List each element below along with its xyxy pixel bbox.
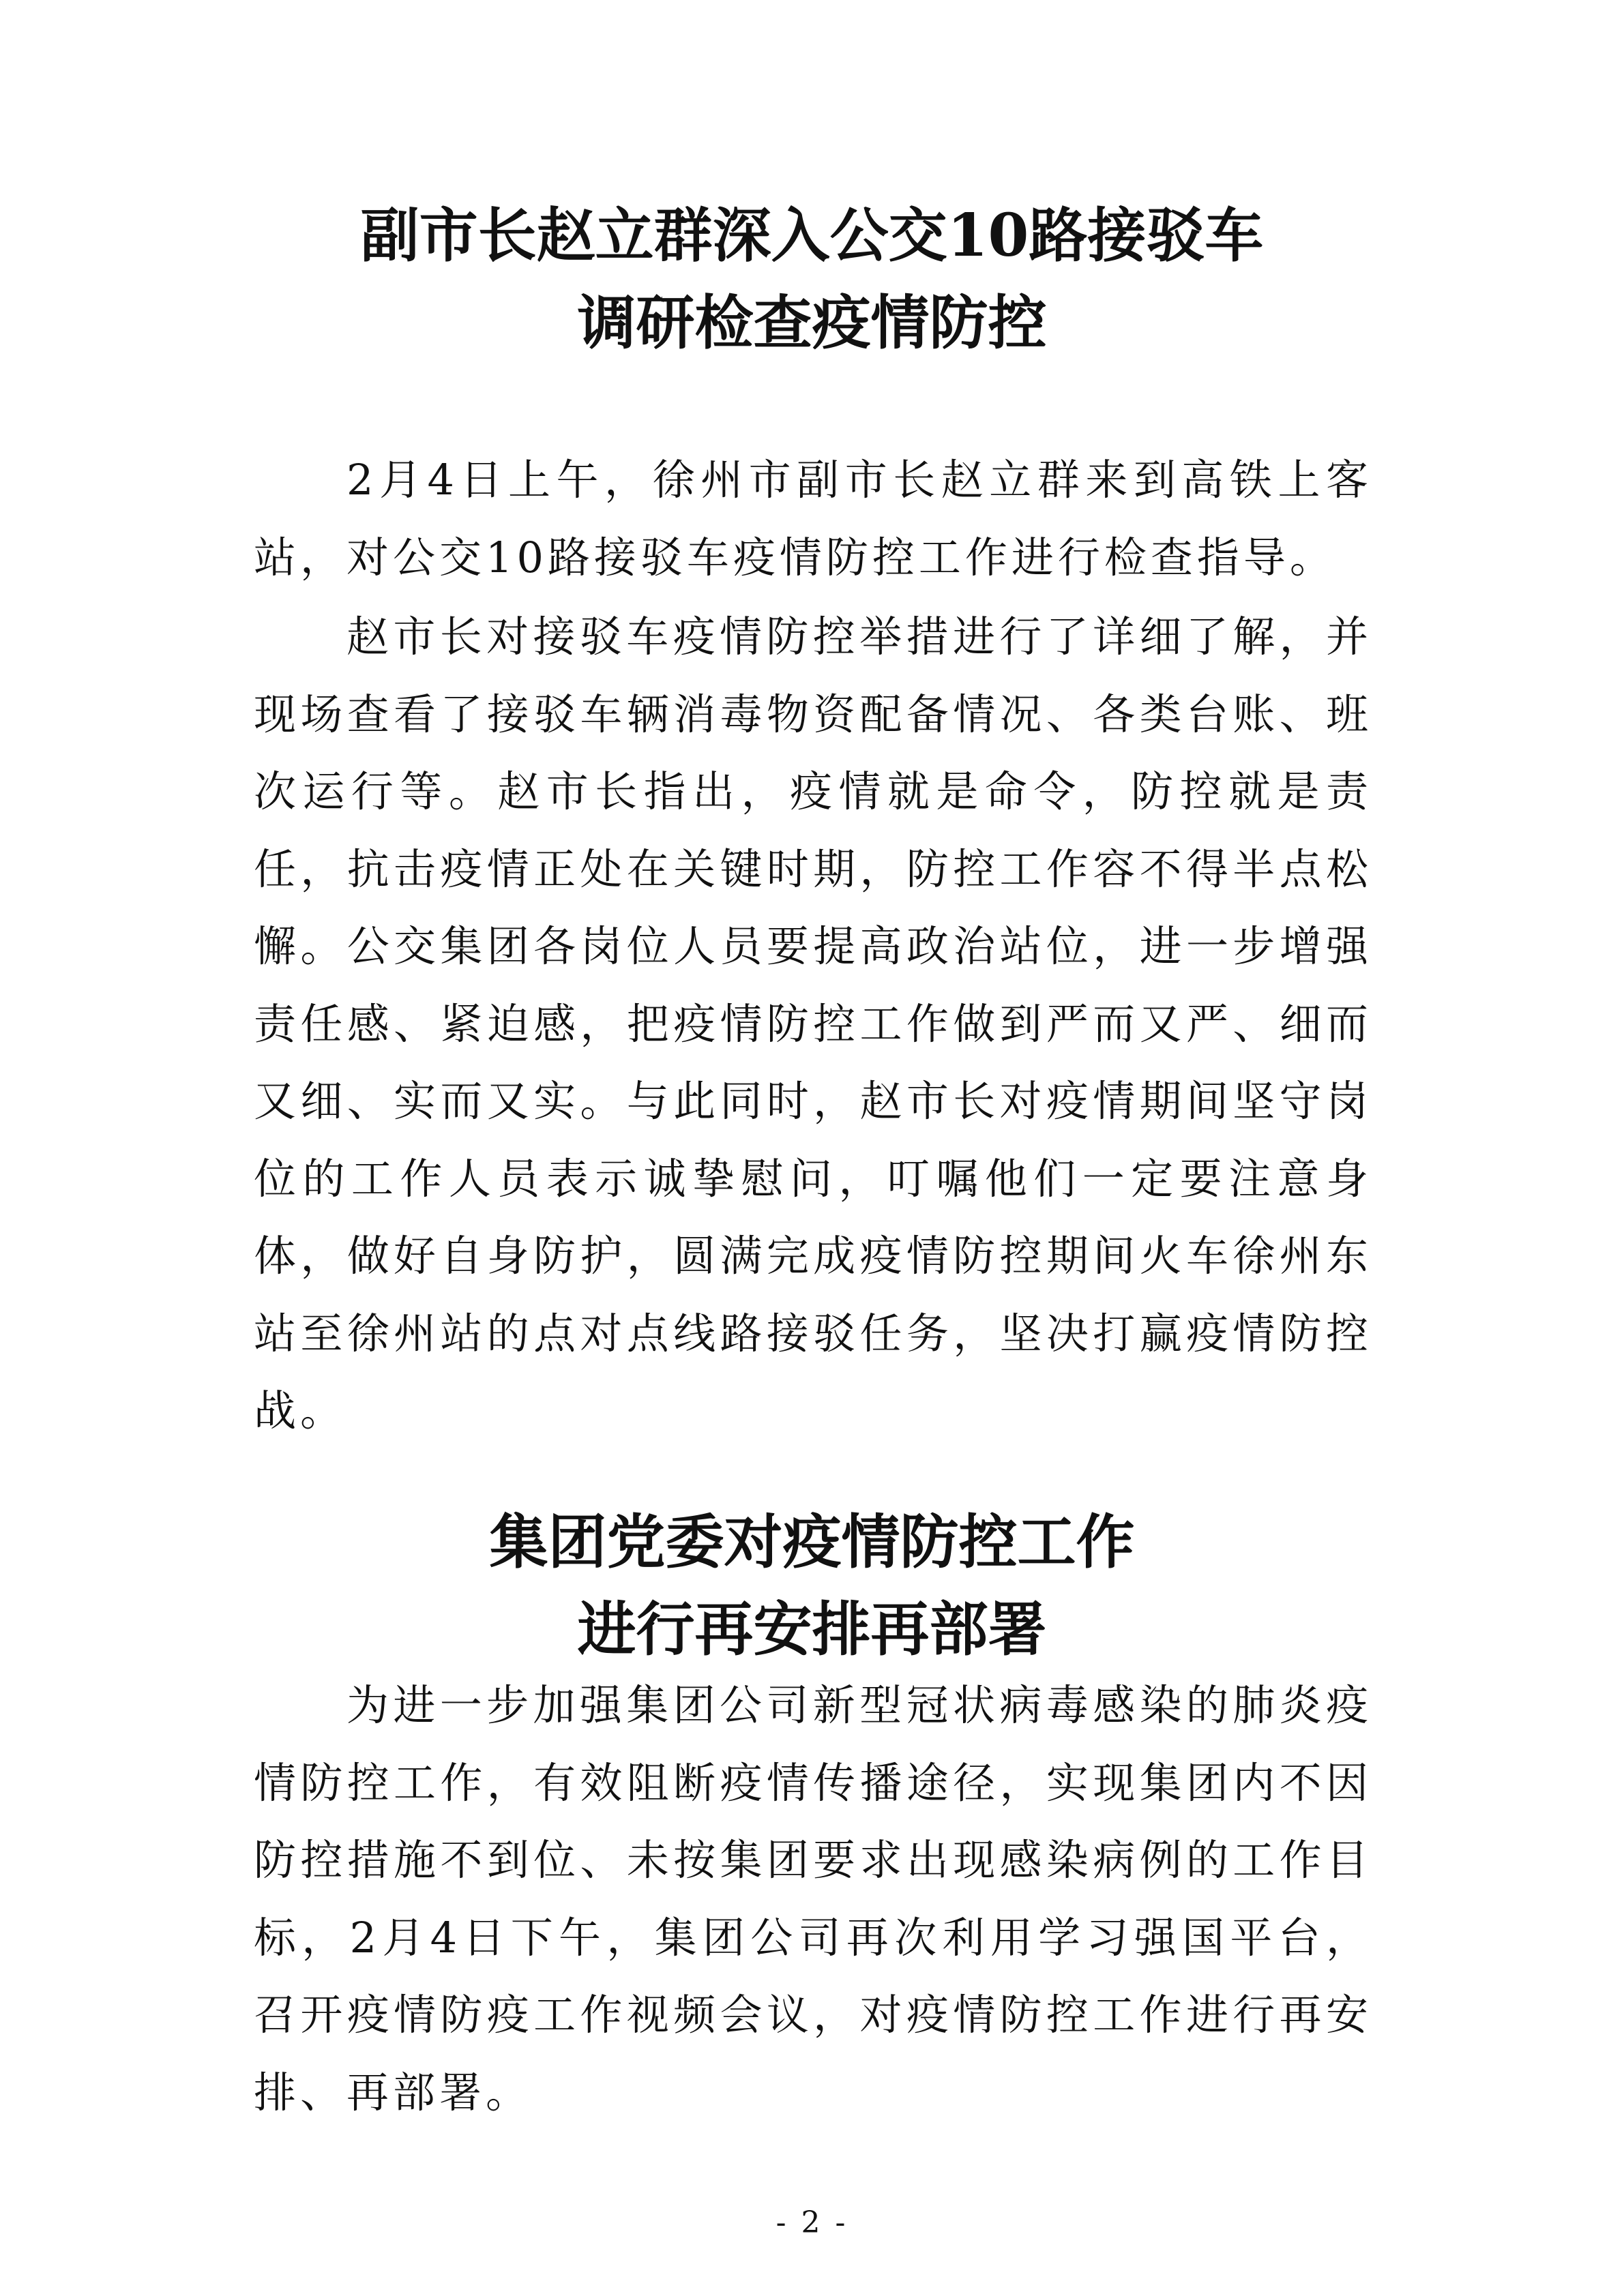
page-number: - 2 - <box>776 2205 848 2240</box>
article2-paragraph1: 为进一步加强集团公司新型冠状病毒感染的肺炎疫情防控工作，有效阻断疫情传播途径，实现集团内不因防控措施不到位、未按集团要求出现感染病例的工作目标，2月4日下午，集团公司再次利用学习强国平台，召开疫情防疫工作视频会议，对疫情防控工作进行再安排、再部署。 <box>254 1680 1372 2117</box>
article2-title-line1: 集团党委对疫情防控工作 <box>489 1508 1135 1577</box>
article1-paragraph2: 赵市长对接驳车疫情防控举措进行了详细了解，并现场查看了接驳车辆消毒物资配备情况、各类台账、班次运行等。赵市长指出，疫情就是命令，防控就是责任，抗击疫情正处在关键时期，防控工作容不得半点松懈。公交集团各岗位人员要提高政治站位，进一步增强责任感、紧迫感，把疫情防控工作做到严而又严、细而又细、实而又实。与此同时，赵市长对疫情期间坚守岗位的工作人员表示诚挚慰问，叮嘱他们一定要注意身体，做好自身防护，圆满完成疫情防控期间火车徐州东站至徐州站的点对点线路接驳任务，坚决打赢疫情防控战。 <box>254 612 1372 1435</box>
article2-title-line2: 进行再安排再部署 <box>577 1595 1047 1664</box>
article1-title <box>205 192 1419 367</box>
article2-title <box>205 1499 1419 1673</box>
article1-paragraph1: 2月4日上午，徐州市副市长赵立群来到高铁上客站，对公交10路接驳车疫情防控工作进行检查指导。 <box>254 455 1372 582</box>
article1-title-line1: 副市长赵立群深入公交10路接驳车 <box>360 201 1264 270</box>
article1-title-line2: 调研检查疫情防控 <box>577 288 1047 357</box>
